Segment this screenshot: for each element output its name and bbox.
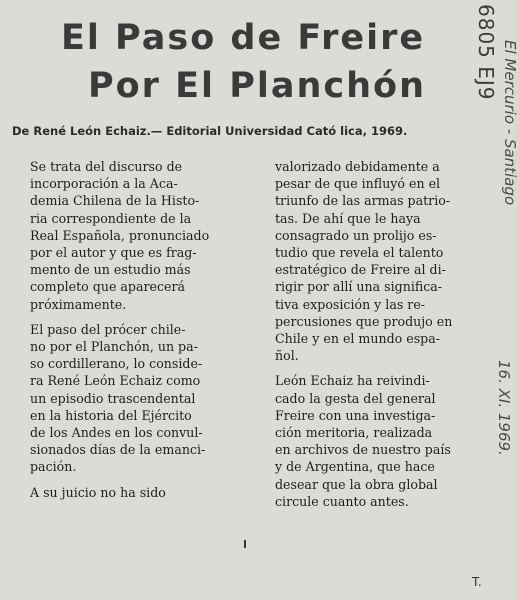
paragraph: A su juicio no ha sido bbox=[30, 484, 166, 500]
print-mark bbox=[244, 540, 246, 548]
article-column-1 bbox=[30, 158, 235, 501]
handwritten-date: 16. XI. 1969. bbox=[495, 360, 513, 456]
headline-line-1: El Paso de Freire bbox=[60, 18, 426, 58]
headline-line-2: Por El Planchón bbox=[87, 66, 427, 106]
byline: De René León Echaiz.— Editorial Universidad Cató lica, 1969. bbox=[12, 124, 408, 138]
handwritten-source: El Mercurio - Santiago bbox=[501, 40, 519, 206]
corner-mark: T. bbox=[472, 575, 482, 589]
paragraph: El paso del prócer chile- no por el Planchón, un pa- so cordillerano, lo conside- ra René León Echaiz como un episodio trascendental en la historia del Ejército de los Andes en los convul- sionados días de la emanci- pación. bbox=[30, 321, 206, 475]
paragraph: valorizado debidamente a pesar de que influyó en el triunfo de las armas patrio- tas. De ahí que le haya consagrado un prolijo es- tudio que revela el talento estratégico de Freire al di- rigir por allí una significa- tiva exposición y las re- percusiones que produjo en Chile y en el mundo espa- ñol. bbox=[275, 159, 453, 364]
paragraph: Se trata del discurso de incorporación a la Aca- demia Chilena de la Histo- ria correspondiente de la Real Española, pronunciado por el autor y que es frag- mento de un estudio más completo que aparecerá próximamente. bbox=[30, 159, 210, 312]
article-column-2 bbox=[275, 158, 485, 510]
paragraph: León Echaiz ha reivindi- cado la gesta del general Freire con una investiga- ción meritoria, realizada en archivos de nuestro país y de Argentina, que hace desear que la obra global circule cuanto antes. bbox=[275, 373, 451, 509]
handwritten-catalog-code: 6805 EJ9 bbox=[474, 4, 498, 101]
